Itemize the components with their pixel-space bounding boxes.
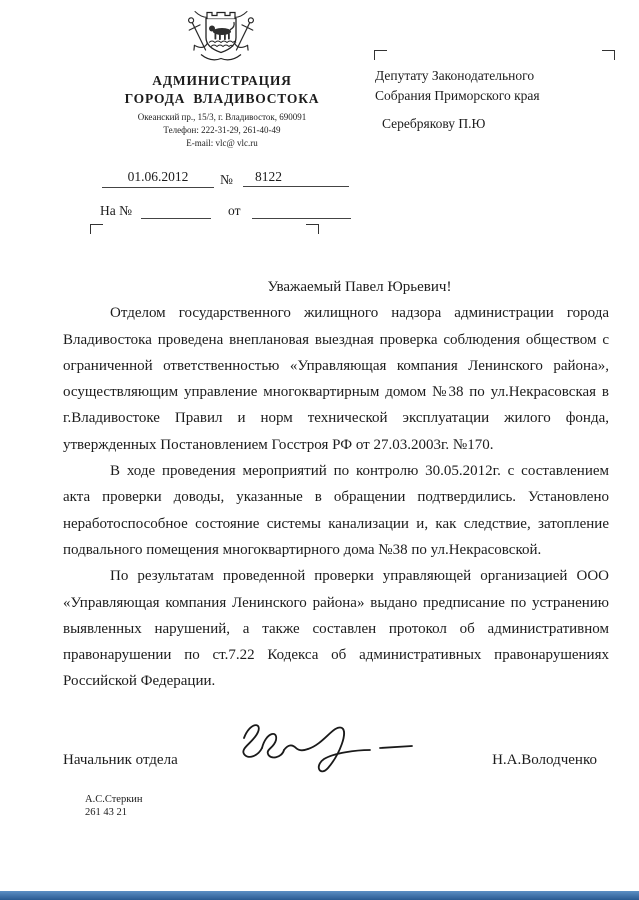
- zone-corner-right-icon: [306, 224, 319, 234]
- vladivostok-coat-of-arms-icon: [180, 6, 262, 66]
- executor-name: А.С.Стеркин: [85, 794, 143, 805]
- from-label: от: [228, 203, 241, 218]
- number-sign-label: №: [220, 172, 233, 187]
- salutation: Уважаемый Павел Юрьевич!: [267, 279, 452, 295]
- letter-number: 8122: [243, 169, 349, 187]
- org-address: Океанский пр., 15/3, г. Владивосток, 690091: [137, 112, 307, 122]
- on-number-label: На №: [100, 203, 132, 218]
- executor-phone: 261 43 21: [85, 807, 127, 818]
- recipient-corner-left-icon: [374, 50, 387, 60]
- letter-date: 01.06.2012: [102, 169, 214, 188]
- org-name: [108, 72, 336, 108]
- org-name-line1: АДМИНИСТРАЦИЯ: [152, 73, 292, 88]
- recipient-block: [375, 66, 610, 106]
- letter-body: [63, 274, 609, 695]
- org-email: E-mail: vlc@ vlc.ru: [186, 138, 258, 148]
- zone-corner-left-icon: [90, 224, 103, 234]
- handwritten-signature-icon: [228, 716, 423, 784]
- bottom-blue-bar: [0, 891, 639, 900]
- on-number-blank: [141, 200, 211, 219]
- signer-name: Н.А.Володченко: [492, 752, 597, 768]
- paragraph-1: Отделом государственного жилищного надзора администрации города Владивостока проведена внеплановая выездная проверка соблюдения обществом с ограниченной ответственностью «Управляющая компания Ленинского района», осуществляющим управление многоквартирным домом №38 по ул.Некрасовская в г.Владивостоке Правил и норм технической эксплуатации жилого фонда, утвержденных Постановлением Госстроя РФ от 27.03.2003г. №170.: [63, 305, 609, 453]
- paragraph-3: По результатам проведенной проверки управляющей организацией ООО «Управляющая компания Ленинского района» выдано предписание по устранению выявленных нарушений, а также составлен протокол об административном правонарушении по ст.7.22 Кодекса об административных правонарушениях Российской Федерации.: [63, 568, 609, 690]
- org-contact-info: [98, 111, 346, 150]
- org-phone: Телефон: 222-31-29, 261-40-49: [163, 125, 281, 135]
- recipient-line1: Депутату Законодательного: [375, 68, 535, 83]
- signer-position: Начальник отдела: [63, 752, 178, 768]
- from-date-blank: [252, 200, 351, 219]
- recipient-corner-right-icon: [602, 50, 615, 60]
- recipient-name: Серебрякову П.Ю: [382, 116, 486, 131]
- executor-block: [85, 793, 143, 819]
- org-name-line2: ГОРОДА ВЛАДИВОСТОКА: [124, 91, 320, 106]
- recipient-line2: Собрания Приморского края: [375, 88, 540, 103]
- paragraph-2: В ходе проведения мероприятий по контролю 30.05.2012г. с составлением акта проверки доводы, указанные в обращении подтвердились. Установлено неработоспособное состояние системы канализации и, как следствие, затопление подвального помещения многоквартирного дома №38 по ул.Некрасовской.: [63, 463, 609, 558]
